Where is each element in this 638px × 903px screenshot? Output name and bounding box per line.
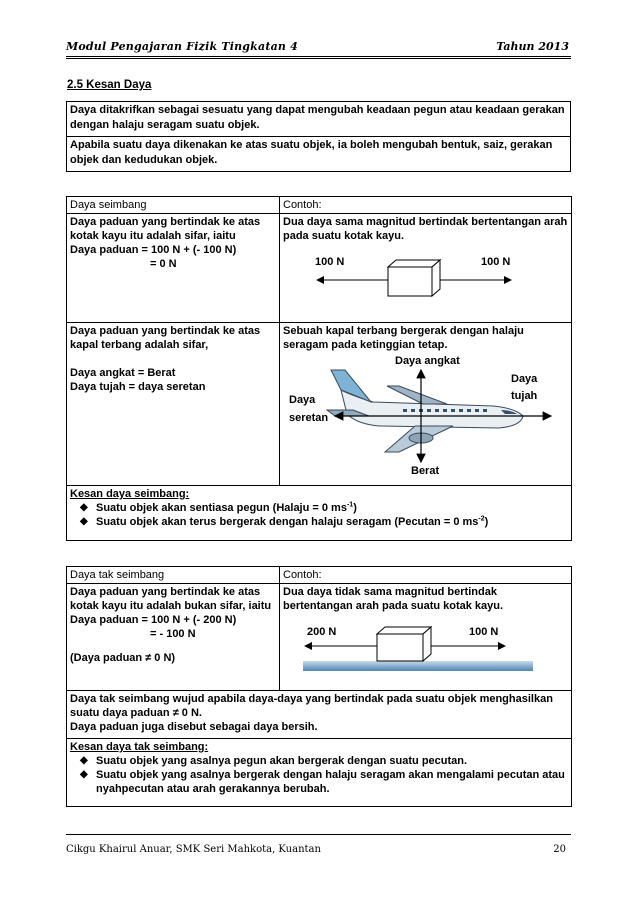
balanced-row1-text: Daya paduan yang bertindak ke atas kotak kayu itu adalah sifar, iaitu [70,216,261,242]
force-label-right: 100 N [469,626,499,638]
box-diagram-unbalanced [283,613,568,679]
definition-1: Daya ditakrifkan sebagai sesuatu yang dapat mengubah keadaan pegun atau keadaan gerakan dengan halaju seragam suatu objek. [70,104,565,131]
balanced-row2-right [280,323,572,486]
unbalanced-head-left: Daya tak seimbang [67,567,280,584]
label-drag-2: seretan [289,412,329,424]
balanced-row2-left [67,323,280,486]
unbalanced-row1-left [67,584,280,691]
section-title: 2.5 Kesan Daya [67,79,152,91]
header-title: Modul Pengajaran Fizik Tingkatan 4 [66,40,299,53]
label-lift: Daya angkat [395,355,460,367]
force-label-right: 100 N [481,256,511,268]
balanced-row1-right [280,214,572,323]
airplane-icon [283,352,569,484]
header-rule-bottom [66,58,571,59]
unbalanced-effect-1: ◆ Suatu objek yang asalnya pegun akan bergerak dengan suatu pecutan. [80,755,468,767]
unbalanced-row2-text: Daya tak seimbang wujud apabila daya-daya yang bertindak pada suatu objek menghasilkan suatu daya paduan ≠ 0 N. [70,693,553,719]
unbalanced-row1-example: Dua daya tidak sama magnitud bertindak bertentangan arah pada suatu kotak kayu. [283,586,504,612]
unbalanced-effect-2: ◆ Suatu objek yang asalnya bergerak dengan halaju seragam akan mengalami pecutan atau nyahpecutan atau arah gerakannya berubah. [80,769,565,795]
unbalanced-head-right: Contoh: [280,567,572,584]
airplane-diagram [283,352,568,484]
label-weight: Berat [411,465,440,477]
balanced-row2-eq1: Daya angkat = Berat [70,367,176,379]
balanced-force-table [66,196,572,541]
box-with-arrows-icon [283,243,569,303]
balanced-effect-1: ◆ Suatu objek akan sentiasa pegun (Halaju = 0 $ms^{-1}$) [80,501,357,514]
force-label-left: 100 N [315,256,345,268]
unbalanced-row2-net: Daya paduan juga disebut sebagai daya bersih. [70,721,318,733]
unbalanced-row1-note: (Daya paduan ≠ 0 N) [70,652,176,664]
diamond-bullet-icon: ◆ [80,769,88,780]
balanced-row1-example: Dua daya sama magnitud bertindak bertentangan arah pada suatu kotak kayu. [283,216,568,242]
footer-rule [66,834,571,835]
balanced-head-right: Contoh: [280,197,572,214]
unbalanced-force-table [66,566,572,807]
header-rule-top [66,56,571,57]
label-thrust-2: tujah [511,390,538,402]
definition-2: Apabila suatu daya dikenakan ke atas suatu objek, ia boleh mengubah bentuk, saiz, gerakan objek dan kedudukan objek. [67,136,570,171]
header-year: Tahun 2013 [496,40,569,53]
label-thrust-1: Daya [511,373,538,385]
unbalanced-row1-eq1: Daya paduan = 100 N + (- 200 N) [70,614,237,626]
label-drag-1: Daya [289,394,316,406]
definition-box [66,101,571,172]
footer-author: Cikgu Khairul Anuar, SMK Seri Mahkota, Kuantan [66,844,321,855]
force-label-left: 200 N [307,626,337,638]
balanced-effect-2: ◆ Suatu objek akan terus bergerak dengan halaju seragam (Pecutan = 0 $ms^{-2}$) [80,515,489,528]
unbalanced-row2 [67,691,572,739]
box-diagram-balanced [283,243,568,303]
unbalanced-row1-eq2: = - 100 N [150,628,196,640]
balanced-effects [67,486,572,541]
page-number: 20 [553,844,566,855]
unbalanced-effects [67,739,572,807]
balanced-head-left: Daya seimbang [67,197,280,214]
unbalanced-row1-text: Daya paduan yang bertindak ke atas kotak kayu itu adalah bukan sifar, iaitu [70,586,272,612]
balanced-row2-example: Sebuah kapal terbang bergerak dengan halaju seragam pada ketinggian tetap. [283,325,524,351]
unbalanced-effect-title: Kesan daya tak seimbang: [70,741,209,753]
diamond-bullet-icon: ◆ [80,516,88,527]
diamond-bullet-icon: ◆ [80,755,88,766]
balanced-row1-eq2: = 0 N [150,258,177,270]
box-on-floor-icon [283,613,569,679]
balanced-row1-eq1: Daya paduan = 100 N + (- 100 N) [70,244,237,256]
balanced-row2-text: Daya paduan yang bertindak ke atas kapal terbang adalah sifar, [70,325,261,351]
balanced-row1-left [67,214,280,323]
diamond-bullet-icon: ◆ [80,502,88,513]
balanced-row2-eq2: Daya tujah = daya seretan [70,381,206,393]
unbalanced-row1-right [280,584,572,691]
balanced-effect-title: Kesan daya seimbang: [70,488,190,500]
